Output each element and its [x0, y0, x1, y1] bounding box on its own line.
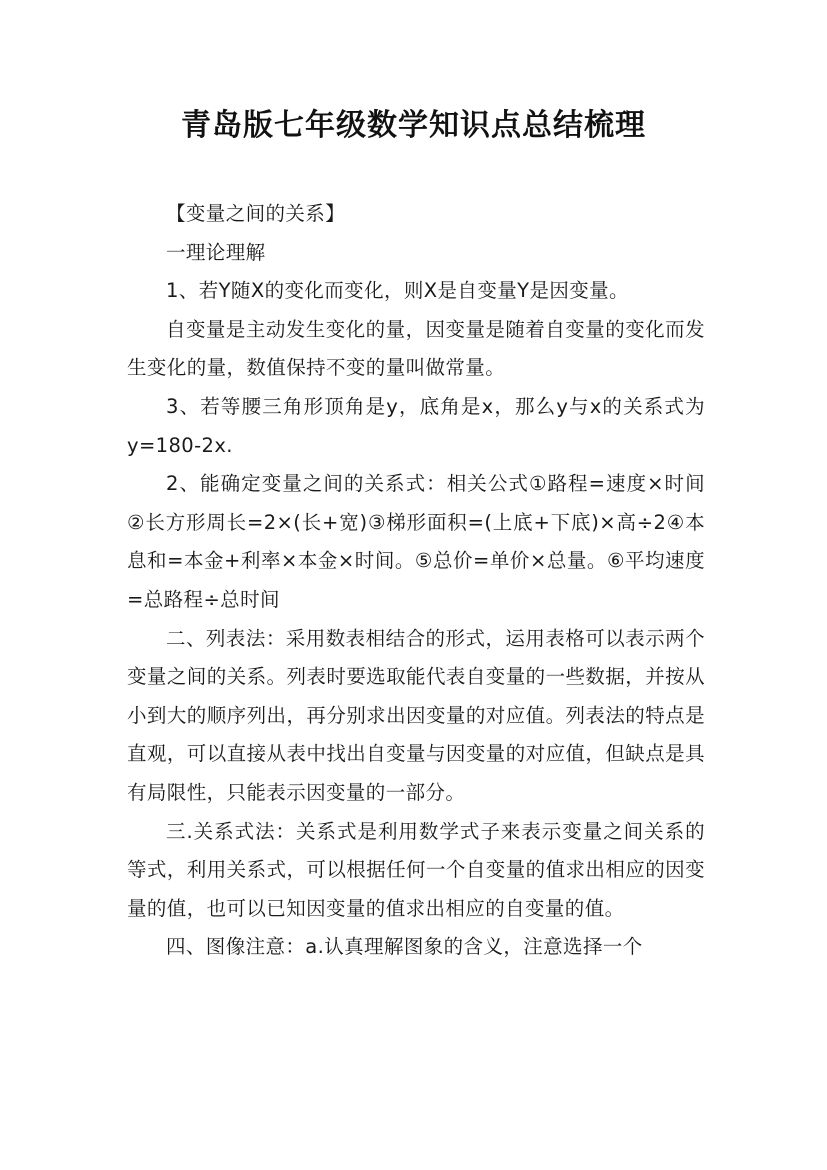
paragraph: 自变量是主动发生变化的量，因变量是随着自变量的变化而发生变化的量，数值保持不变的量叫做常量。 [127, 317, 705, 380]
paragraph: 1、若Y随X的变化而变化，则X是自变量Y是因变量。 [166, 279, 629, 303]
paragraph: 二、列表法：采用数表相结合的形式，运用表格可以表示两个变量之间的关系。列表时要选取能代表自变量的一些数据，并按从小到大的顺序列出，再分别求出因变量的对应值。列表法的特点是直观，可以直接从表中找出自变量与因变量的对应值，但缺点是具有局限性，只能表示因变量的一部分。 [127, 626, 705, 804]
paragraph: 三.关系式法：关系式是利用数学式子来表示变量之间关系的等式，利用关系式，可以根据任何一个自变量的值求出相应的因变量的值，也可以已知因变量的值求出相应的自变量的值。 [127, 819, 705, 920]
subsection-heading: 一理论理解 [166, 240, 266, 264]
paragraph: 2、能确定变量之间的关系式：相关公式①路程=速度×时间②长方形周长=2×(长+宽)③梯形面积=(上底+下底)×高÷2④本息和=本金+利率×本金×时间。⑤总价=单价×总量。⑥平均速度=总路程÷总时间 [127, 472, 705, 611]
document-title: 青岛版七年级数学知识点总结梳理 [181, 108, 646, 143]
document-body [127, 195, 705, 967]
section-heading: 【变量之间的关系】 [166, 202, 346, 225]
paragraph: 3、若等腰三角形顶角是y，底角是x，那么y与x的关系式为y=180-2x. [127, 394, 705, 457]
paragraph: 四、图像注意：a.认真理解图象的含义，注意选择一个 [166, 935, 643, 959]
